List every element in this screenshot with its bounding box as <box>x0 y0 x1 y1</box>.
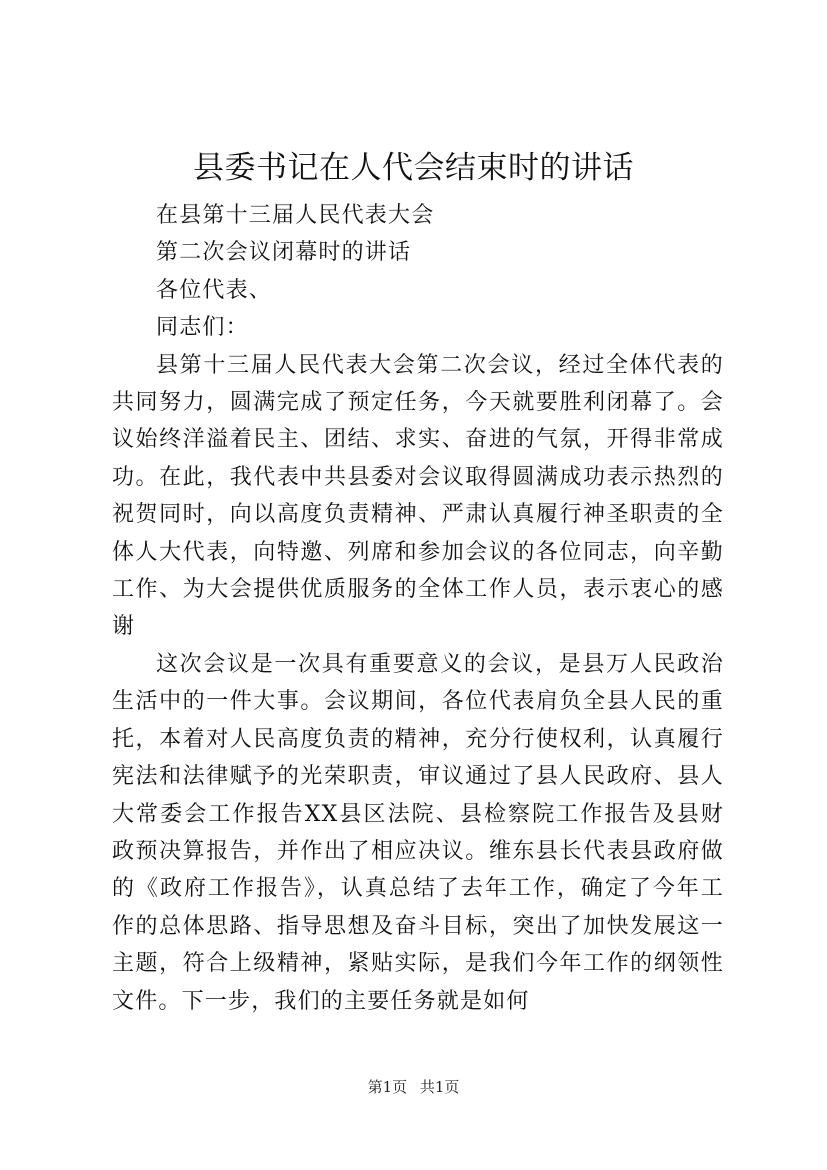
page-number-total: 共1页 <box>419 1078 460 1096</box>
page-footer <box>0 1077 827 1097</box>
header-line-session: 在县第十三届人民代表大会 <box>156 203 435 228</box>
paragraph-2: 这次会议是一次具有重要意义的会议，是县万人民政治生活中的一件大事。会议期间，各位代表肩负全县人民的重托，本着对人民高度负责的精神，充分行使权利，认真履行宪法和法律赋予的光荣职责，审议通过了县人民政府、县人大常委会工作报告XX县区法院、县检察院工作报告及县财政预决算报告，并作出了相应决议。维东县长代表县政府做的《政府工作报告》，认真总结了去年工作，确定了今年工作的总体思路、指导思想及奋斗目标，突出了加快发展这一主题，符合上级精神，紧贴实际，是我们今年工作的纲领性文件。下一步，我们的主要任务就是如何 <box>112 651 724 1014</box>
document-body <box>112 197 724 1020</box>
salutation-delegates: 各位代表、 <box>156 277 273 303</box>
salutation-comrades: 同志们： <box>156 315 249 341</box>
document-title: 县委书记在人代会结束时的讲话 <box>193 150 634 186</box>
paragraph-1: 县第十三届人民代表大会第二次会议，经过全体代表的共同努力，圆满完成了预定任务，今天就要胜利闭幕了。会议始终洋溢着民主、团结、求实、奋进的气氛，开得非常成功。在此，我代表中共县委对会议取得圆满成功表示热烈的祝贺同时，向以高度负责精神、严肃认真履行神圣职责的全体人大代表，向特邀、列席和参加会议的各位同志，向辛勤工作、为大会提供优质服务的全体工作人员，表示衷心的感谢 <box>112 352 724 640</box>
header-line-closing: 第二次会议闭幕时的讲话 <box>156 240 412 266</box>
page-number-current: 第1页 <box>367 1078 408 1096</box>
